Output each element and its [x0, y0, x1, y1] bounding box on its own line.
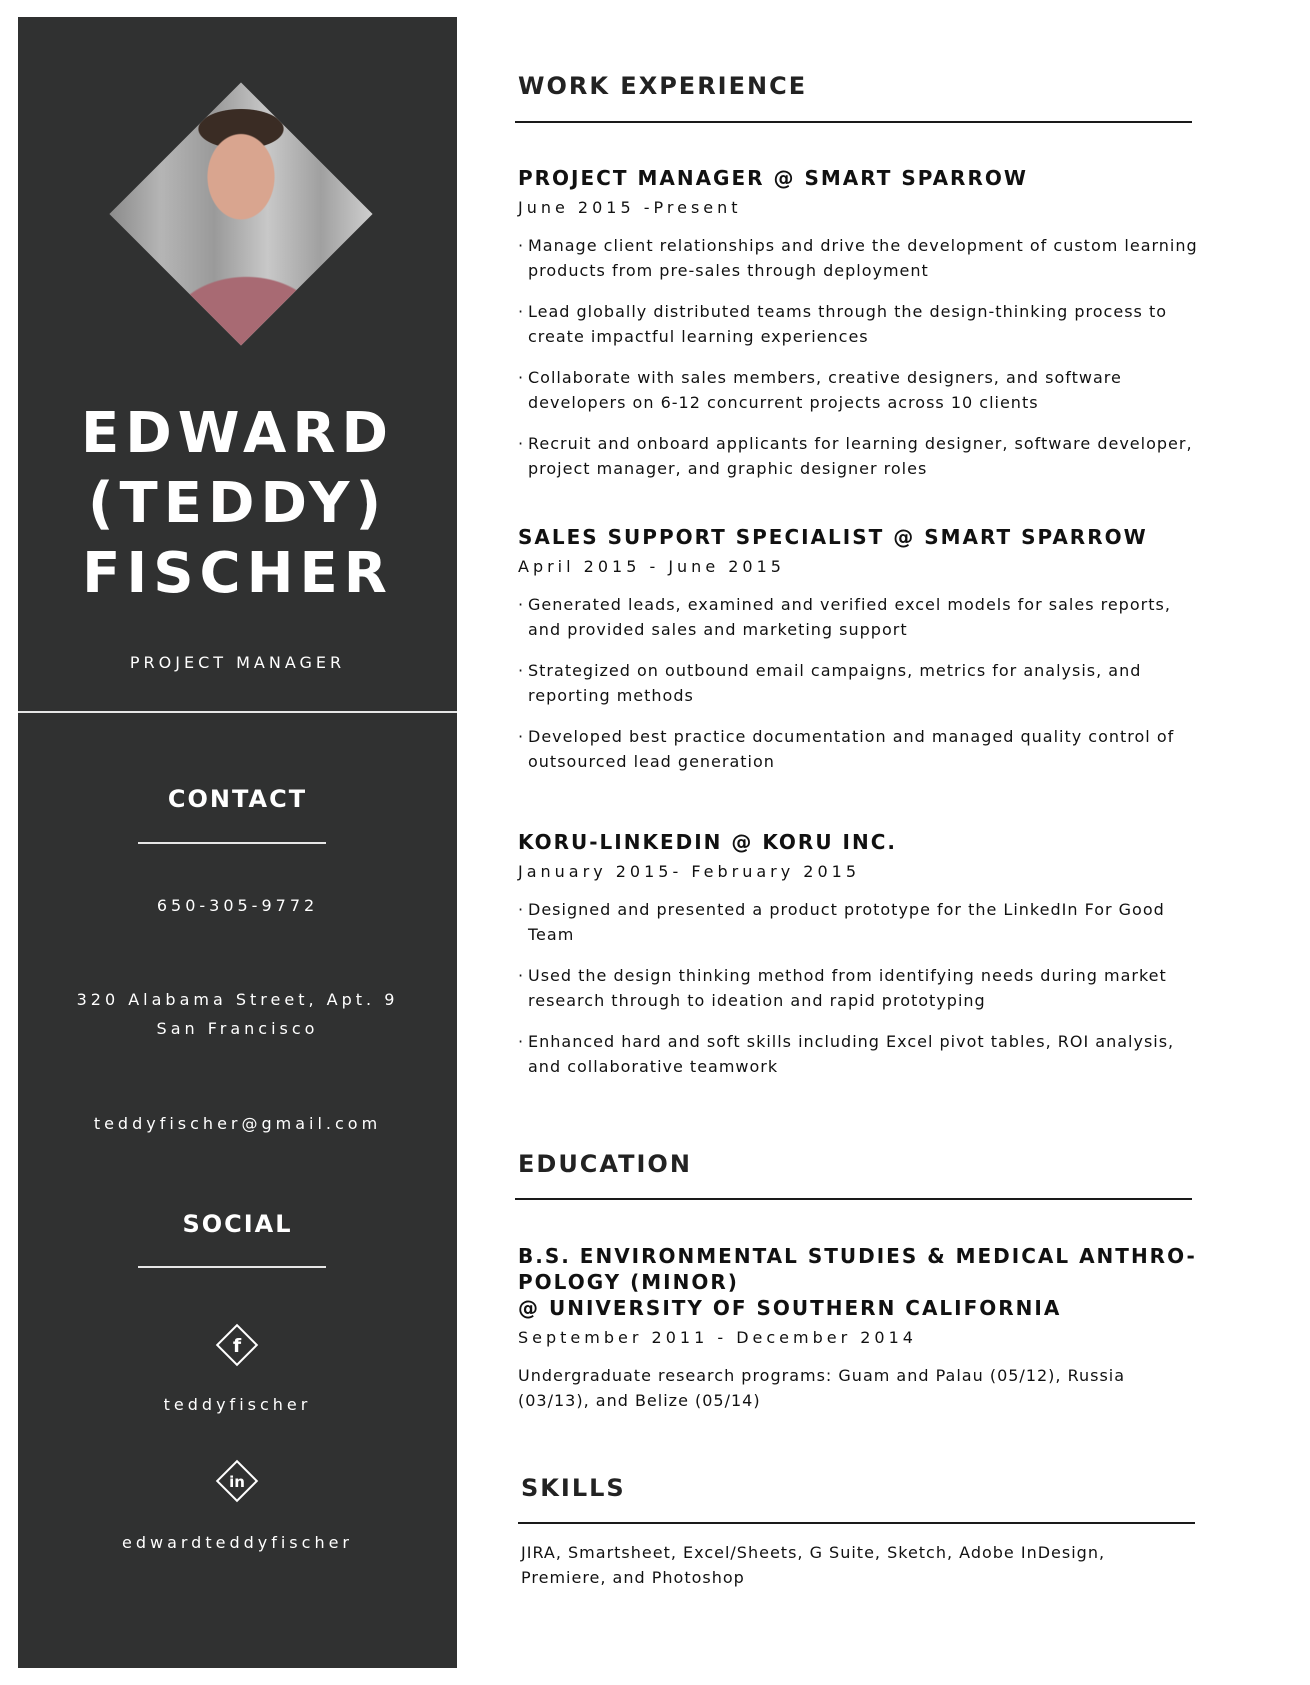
skills-list: JIRA, Smartsheet, Excel/Sheets, G Suite, Sketch, Adobe InDesign, Premiere, and Photoshop: [521, 1543, 1106, 1587]
job-2-bullet-3: · Developed best practice documentation and managed quality control of outsourced lead generation: [518, 724, 1198, 774]
degree-line-2: POLOGY (MINOR): [518, 1270, 739, 1294]
skills-rule: [518, 1522, 1195, 1524]
contact-heading: CONTACT: [167, 785, 308, 813]
social-heading: SOCIAL: [182, 1210, 293, 1238]
degree-line-1: B.S. ENVIRONMENTAL STUDIES & MEDICAL ANTHRO-: [518, 1244, 1197, 1268]
name-line-3: FISCHER: [82, 541, 393, 606]
work-experience-rule: [515, 121, 1192, 123]
job-1-bullet-4: · Recruit and onboard applicants for learning designer, software developer, project manager, and graphic designer roles: [518, 431, 1198, 481]
education-description: Undergraduate research programs: Guam and Palau (05/12), Russia (03/13), and Belize (05/14): [518, 1366, 1126, 1410]
facebook-handle[interactable]: teddyfischer: [163, 1395, 312, 1414]
email-address[interactable]: teddyfischer@gmail.com: [93, 1114, 382, 1133]
job-title: PROJECT MANAGER: [129, 653, 346, 672]
job-2-bullet-2: · Strategized on outbound email campaigns, metrics for analysis, and reporting methods: [518, 658, 1198, 708]
facebook-icon-glyph: f: [232, 1335, 242, 1357]
job-dates-3: January 2015- February 2015: [518, 862, 861, 881]
linkedin-icon-glyph: in: [229, 1473, 245, 1491]
job-1-bullet-2: · Lead globally distributed teams through the design-thinking process to create impactful learning experiences: [518, 299, 1198, 349]
job-entry-2: [518, 524, 1198, 790]
job-1-bullet-1: · Manage client relationships and drive the development of custom learning products from pre-sales through deployment: [518, 233, 1198, 283]
job-2-bullet-1: · Generated leads, examined and verified excel models for sales reports, and provided sales and marketing support: [518, 592, 1198, 642]
address-line-1: 320 Alabama Street, Apt. 9: [76, 990, 399, 1009]
job-entry-3: [518, 829, 1198, 1095]
name-line-2: (TEDDY): [87, 471, 388, 536]
job-entry-1: [518, 165, 1198, 497]
job-title-1: PROJECT MANAGER @ SMART SPARROW: [518, 166, 1028, 190]
work-experience-heading: WORK EXPERIENCE: [518, 72, 808, 100]
job-dates-2: April 2015 - June 2015: [518, 557, 785, 576]
phone-number[interactable]: 650-305-9772: [156, 896, 319, 915]
skills-heading: SKILLS: [521, 1474, 626, 1502]
job-3-bullet-2: · Used the design thinking method from identifying needs during market research through to ideation and rapid prototyping: [518, 963, 1198, 1013]
linkedin-handle[interactable]: edwardteddyfischer: [121, 1533, 353, 1552]
name-line-1: EDWARD: [81, 401, 394, 466]
job-dates-1: June 2015 -Present: [518, 198, 742, 217]
address-line-2: San Francisco: [156, 1019, 319, 1038]
education-entry: [518, 1243, 1198, 1413]
job-3-bullet-1: · Designed and presented a product prototype for the LinkedIn For Good Team: [518, 897, 1198, 947]
education-dates: September 2011 - December 2014: [518, 1328, 917, 1347]
education-heading: EDUCATION: [518, 1150, 692, 1178]
job-1-bullet-3: · Collaborate with sales members, creative designers, and software developers on 6-12 concurrent projects across 10 clients: [518, 365, 1198, 415]
job-3-bullet-3: · Enhanced hard and soft skills including Excel pivot tables, ROI analysis, and collaborative teamwork: [518, 1029, 1198, 1079]
education-rule: [515, 1198, 1192, 1200]
job-title-3: KORU-LINKEDIN @ KORU INC.: [518, 830, 897, 854]
job-title-2: SALES SUPPORT SPECIALIST @ SMART SPARROW: [518, 525, 1148, 549]
degree-line-3: @ UNIVERSITY OF SOUTHERN CALIFORNIA: [518, 1296, 1062, 1320]
